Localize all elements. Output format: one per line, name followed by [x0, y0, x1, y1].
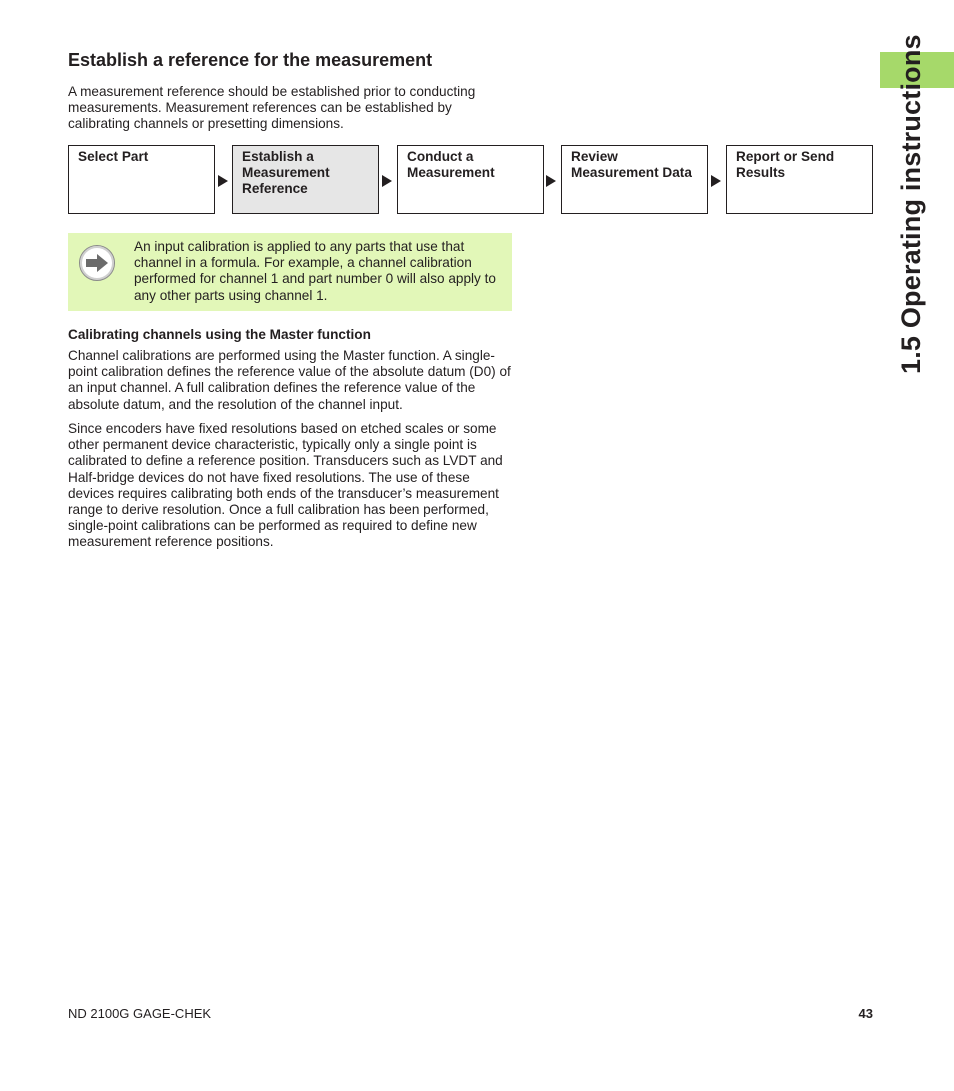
note-text: An input calibration is applied to any parts that use that channel in a formula. For example, a channel calibration performed for channel 1 and part number 0 will also apply to any other parts using channel 1.: [134, 239, 496, 303]
subheading: Calibrating channels using the Master function: [68, 327, 371, 342]
paragraph-encoders: Since encoders have fixed resolutions based on etched scales or some other permanent device characteristic, typically only a single point is calibrated to define a reference position. Transducers such as LVDT and Half-bridge devices do not have fixed resolutions. The use of these devices requires calibrating both ends of the transducer’s measurement range to derive resolution. Once a full calibration has been performed, single-point calibrations can be performed as required to define new measurement reference positions.: [68, 421, 503, 550]
footer-product: ND 2100G GAGE-CHEK: [68, 1006, 212, 1021]
flow-arrow-icon: [218, 175, 228, 187]
flow-step-label: Review Measurement Data: [571, 149, 692, 180]
flow-step-label: Establish a Measurement Reference: [242, 149, 330, 196]
page-number: 43: [858, 1006, 873, 1021]
flow-step-label: Conduct a Measurement: [407, 149, 495, 180]
intro-paragraph: A measurement reference should be established prior to conducting measurements. Measurement references can be established by calibrating channels or presetting dimensions.: [68, 84, 476, 132]
section-title: 1.5 Operating instructions: [896, 34, 926, 374]
flow-arrow-icon: [382, 175, 392, 187]
process-flow: [68, 145, 873, 214]
flow-step-establish-reference: [232, 145, 379, 214]
paragraph-master-function: Channel calibrations are performed using the Master function. A single-point calibration defines the reference value of the absolute datum (D0) of an input channel. A full calibration defines the reference value of the absolute datum, and the resolution of the channel input.: [68, 348, 511, 412]
flow-step-label: Select Part: [78, 149, 149, 164]
flow-arrow-icon: [711, 175, 721, 187]
flow-step-select-part: [68, 145, 215, 214]
flow-step-conduct-measurement: [397, 145, 544, 214]
flow-step-label: Report or Send Results: [736, 149, 835, 180]
note-box: [68, 233, 512, 311]
flow-step-review-data: [561, 145, 708, 214]
page-heading: Establish a reference for the measurement: [68, 50, 433, 70]
right-arrow-icon: [79, 245, 115, 281]
flow-step-report-results: [726, 145, 873, 214]
flow-arrow-icon: [546, 175, 556, 187]
